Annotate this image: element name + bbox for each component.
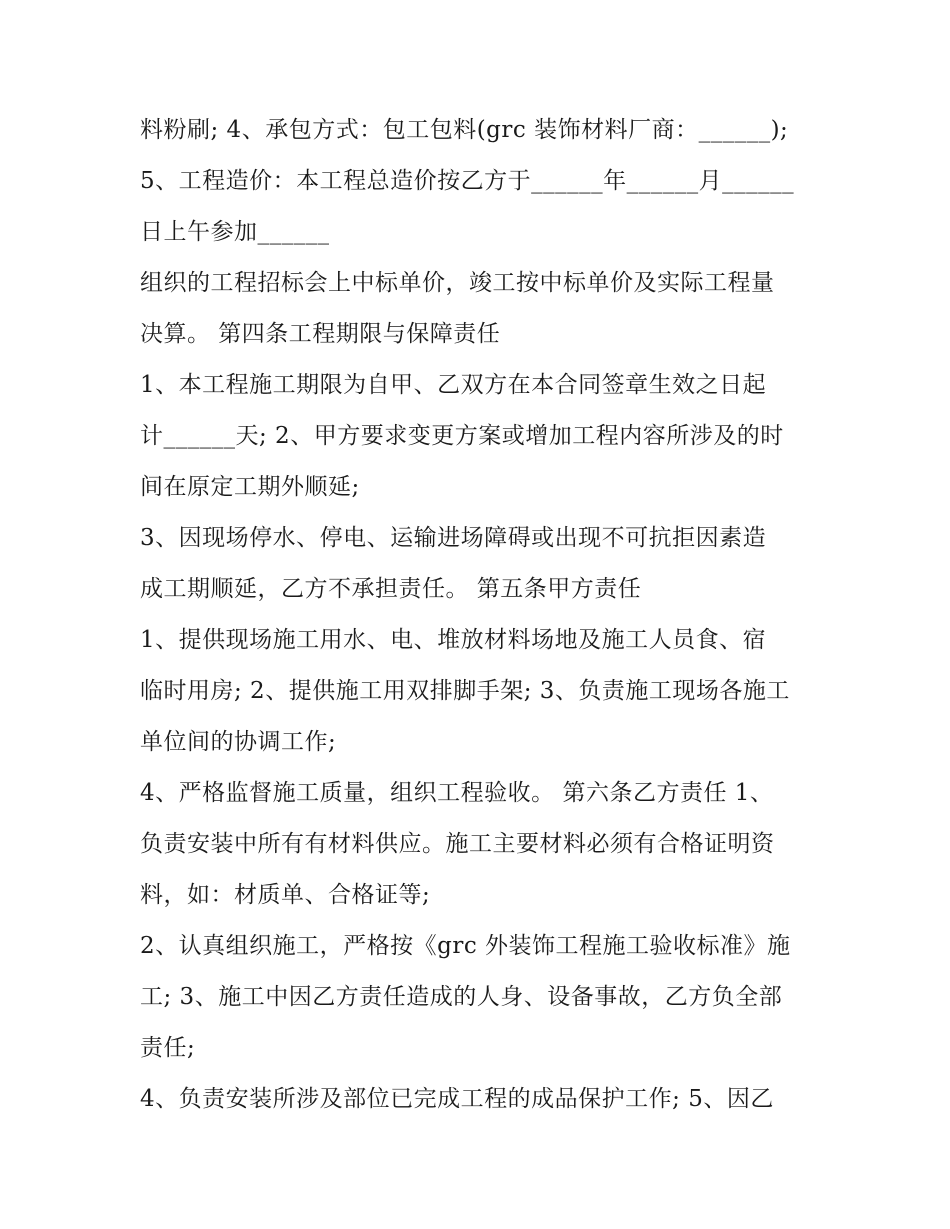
text-line-16: 料，如：材质单、合格证等; (140, 882, 431, 908)
text-line-13: 单位间的协调工作; (140, 729, 337, 755)
text-line-1: 料粉刷; 4、承包方式：包工包料(grc 装饰材料厂商：______); (140, 117, 789, 143)
text-line-8: 间在原定工期外顺延; (140, 474, 360, 500)
text-line-18: 工; 3、施工中因乙方责任造成的人身、设备事故，乙方负全部 (140, 984, 783, 1010)
text-line-5: 决算。 第四条工程期限与保障责任 (140, 321, 501, 347)
contract-text (140, 105, 830, 1125)
text-line-20: 4、负责安装所涉及部位已完成工程的成品保护工作; 5、因乙 (140, 1086, 774, 1112)
text-line-11: 1、提供现场施工用水、电、堆放材料场地及施工人员食、宿 (140, 627, 767, 653)
text-line-3: 日上午参加______ (140, 219, 330, 245)
text-line-2: 5、工程造价：本工程总造价按乙方于______年______月______ (140, 168, 795, 194)
text-line-6: 1、本工程施工期限为自甲、乙双方在本合同签章生效之日起 (140, 372, 767, 398)
text-line-14: 4、严格监督施工质量，组织工程验收。 第六条乙方责任 1、 (140, 780, 774, 806)
text-line-15: 负责安装中所有有材料供应。施工主要材料必须有合格证明资 (140, 831, 775, 857)
text-line-12: 临时用房; 2、提供施工用双排脚手架; 3、负责施工现场各施工 (140, 678, 790, 704)
text-line-7: 计______天; 2、甲方要求变更方案或增加工程内容所涉及的时 (140, 423, 784, 449)
text-line-4: 组织的工程招标会上中标单价，竣工按中标单价及实际工程量 (140, 270, 775, 296)
text-line-10: 成工期顺延，乙方不承担责任。 第五条甲方责任 (140, 576, 642, 602)
text-line-19: 责任; (140, 1035, 196, 1061)
text-line-17: 2、认真组织施工，严格按《grc 外装饰工程施工验收标准》施 (140, 933, 791, 959)
text-line-9: 3、因现场停水、停电、运输进场障碍或出现不可抗拒因素造 (140, 525, 767, 551)
